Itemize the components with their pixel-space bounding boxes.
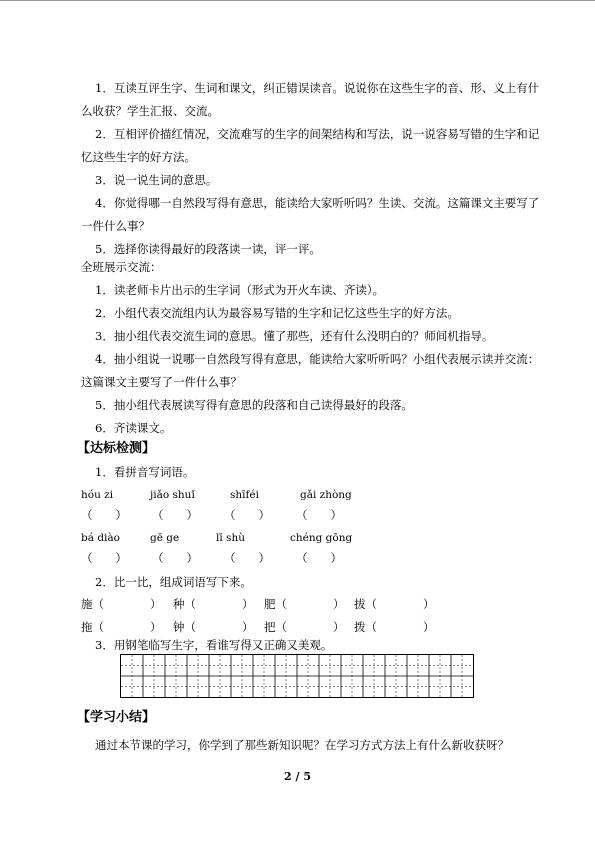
text-line: 5．抽小组代表展读写得有意思的段落和自己读得最好的段落。 [95, 398, 413, 412]
text-line: 5．选择你读得最好的段落读一读，评一评。 [95, 242, 321, 256]
answer-blank[interactable]: （ ） [81, 508, 127, 522]
pinyin-item: jiǎo shuǐ [150, 489, 195, 501]
pinyin-item: gǎi zhòng [300, 489, 352, 501]
writing-grid[interactable] [120, 654, 474, 698]
answer-blank[interactable]: （ ） [224, 508, 270, 522]
text-line: 3．抽小组代表交流生词的意思。懂了那些，还有什么没明白的？师间机指导。 [95, 329, 494, 343]
writing-grid-lines [121, 655, 475, 699]
answer-blank[interactable]: （ ） [152, 551, 198, 565]
text-line: 么收获？学生汇报、交流。 [81, 104, 219, 118]
answer-blank[interactable]: （ ） [296, 508, 342, 522]
section-heading-check: 【达标检测】 [77, 441, 156, 456]
pinyin-item: hóu zi [81, 489, 114, 501]
text-line: 2．互相评价描红情况，交流难写的生字的间架结构和写法，说一说容易写错的生字和记 [95, 127, 540, 141]
question-2: 2．比一比，组成词语写下来。 [95, 575, 252, 589]
pinyin-item: chéng gōng [290, 532, 353, 544]
question-1: 1．看拼音写词语。 [95, 465, 195, 479]
text-line: 6．齐读课文。 [95, 421, 172, 435]
page-top-border [0, 0, 595, 1]
section-heading-summary: 【学习小结】 [77, 710, 156, 725]
text-line: 1．互读互评生字、生词和课文，纠正错误读音。说说你在这些生字的音、形、义上有什 [95, 81, 540, 95]
compare-item[interactable]: 把（ ） [264, 620, 345, 634]
summary-text: 通过本节课的学习，你学到了那些新知识呢？在学习方式方法上有什么新收获呀？ [95, 738, 509, 752]
text-line: 忆这些生字的好方法。 [81, 150, 196, 164]
text-line: 全班展示交流： [81, 260, 162, 274]
question-3: 3．用钢笔临写生字，看谁写得又正确又美观。 [95, 638, 333, 652]
answer-blank[interactable]: （ ） [224, 551, 270, 565]
compare-item[interactable]: 拔（ ） [354, 597, 435, 611]
text-line: 一件什么事？ [81, 219, 150, 233]
pinyin-item: shīféi [230, 489, 259, 501]
answer-blank[interactable]: （ ） [296, 551, 342, 565]
page-number: 2 / 5 [284, 770, 311, 783]
text-line: 2．小组代表交流组内认为最容易写错的生字和记忆这些生字的好方法。 [95, 306, 459, 320]
text-line: 1．读老师卡片出示的生字词（形式为开火车读、齐读）。 [95, 283, 385, 297]
answer-blank[interactable]: （ ） [81, 551, 127, 565]
compare-item[interactable]: 拖（ ） [81, 620, 162, 634]
compare-item[interactable]: 肥（ ） [264, 597, 345, 611]
text-line: 4．抽小组说一说哪一自然段写得有意思，能读给大家听听吗？小组代表展示读并交流： [95, 352, 540, 366]
compare-item[interactable]: 种（ ） [173, 597, 254, 611]
text-line: 4．你觉得哪一自然段写得有意思，能读给大家听听吗？生读、交流。这篇课文主要写了 [95, 196, 540, 210]
text-line: 3．说一说生词的意思。 [95, 173, 218, 187]
compare-item[interactable]: 施（ ） [81, 597, 162, 611]
pinyin-item: gē ge [150, 532, 180, 544]
answer-blank[interactable]: （ ） [152, 508, 198, 522]
text-line: 这篇课文主要写了一件什么事？ [81, 375, 242, 389]
compare-item[interactable]: 钟（ ） [173, 620, 254, 634]
pinyin-item: bá diào [81, 532, 120, 544]
pinyin-item: lī shù [216, 532, 245, 544]
compare-item[interactable]: 拨（ ） [354, 620, 435, 634]
